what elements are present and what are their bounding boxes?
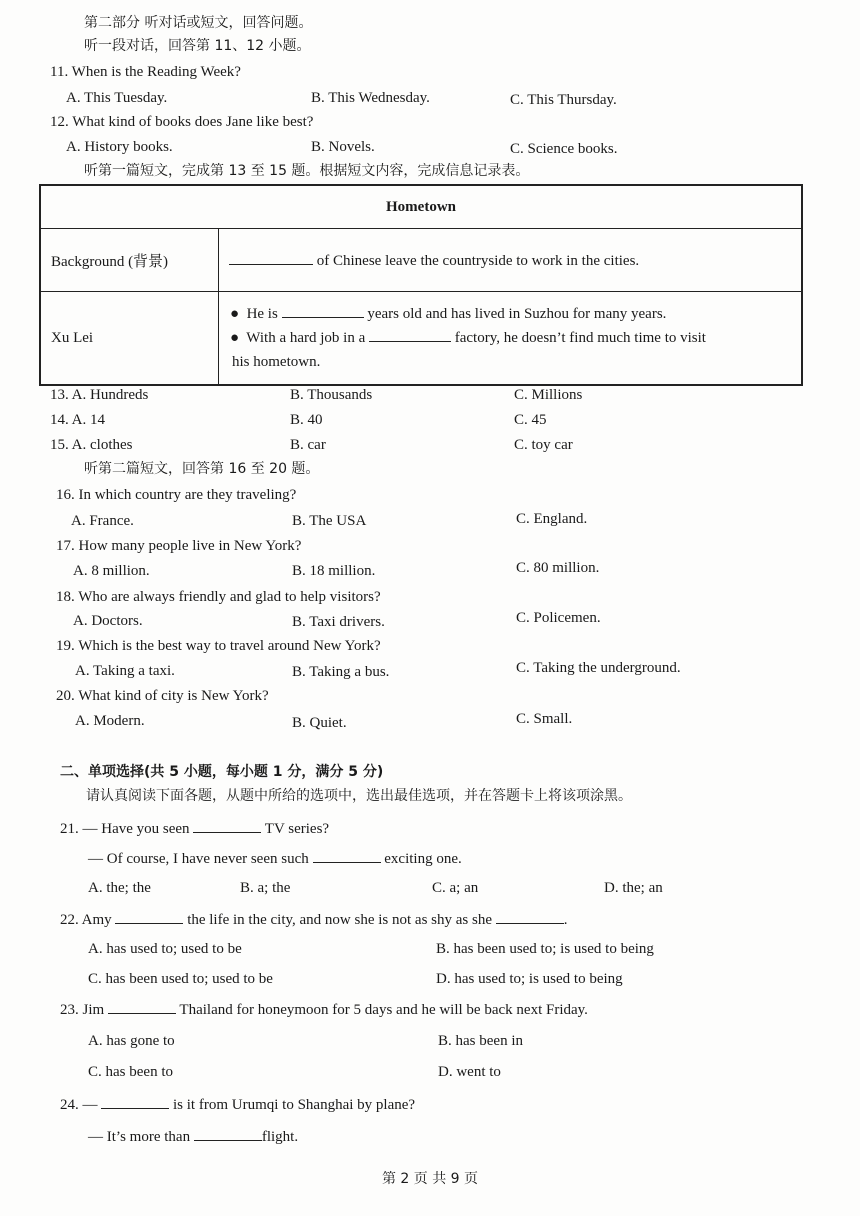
background-text: of Chinese leave the countryside to work in the cities.: [316, 253, 640, 269]
q23-option-a: A. has gone to: [88, 1033, 175, 1049]
question-19-stem: 19. Which is the best way to travel around New York?: [56, 638, 381, 654]
answer-blank-13[interactable]: [229, 250, 313, 265]
answer-blank-14[interactable]: [282, 303, 364, 318]
q12-option-a: A. History books.: [66, 139, 173, 155]
q22-option-b: B. has been used to; is used to being: [436, 941, 654, 957]
question-20-stem: 20. What kind of city is New York?: [56, 688, 269, 704]
background-label: Background (背景): [40, 229, 219, 292]
q13-option-c: C. Millions: [514, 387, 583, 403]
question-23-line1: [60, 999, 588, 1020]
q11-option-c: C. This Thursday.: [510, 92, 617, 108]
q17-option-b: B. 18 million.: [292, 563, 376, 579]
section-heading: 二、单项选择(共 5 小题，每小题 1 分，满分 5 分): [60, 764, 384, 780]
q15-option-b: B. car: [290, 437, 326, 453]
question-12-stem: 12. What kind of books does Jane like best?: [50, 114, 314, 130]
q23-text: Thailand for honeymoon for 5 days and he will be back next Friday.: [179, 1002, 588, 1018]
bullet1-pre: He is: [246, 306, 278, 322]
passage1-instruction: 听第一篇短文，完成第 13 至 15 题。根据短文内容，完成信息记录表。: [84, 163, 530, 179]
bullet-item: [220, 326, 800, 374]
q21-text: exciting one.: [384, 851, 462, 867]
background-cell: [219, 229, 803, 292]
bullet2-pre: With a hard job in a: [246, 330, 366, 346]
bullet2-cont: his hometown.: [232, 354, 321, 370]
dialog-instruction: 听一段对话，回答第 11、12 小题。: [84, 38, 311, 54]
q17-option-a: A. 8 million.: [73, 563, 150, 579]
q15-option-a: 15. A. clothes: [50, 437, 133, 453]
question-24-line2: [88, 1126, 298, 1147]
xu-lei-cell: [219, 292, 803, 386]
q12-option-c: C. Science books.: [510, 141, 618, 157]
answer-blank[interactable]: [313, 848, 381, 863]
q24-text: 24. —: [60, 1097, 98, 1113]
q12-option-b: B. Novels.: [311, 139, 375, 155]
question-17-stem: 17. How many people live in New York?: [56, 538, 302, 554]
q18-option-a: A. Doctors.: [73, 613, 143, 629]
q22-option-d: D. has used to; is used to being: [436, 971, 623, 987]
question-18-stem: 18. Who are always friendly and glad to help visitors?: [56, 589, 381, 605]
page-number: 第 2 页 共 9 页: [381, 1171, 479, 1187]
part-heading: 第二部分 听对话或短文，回答问题。: [84, 15, 313, 31]
q14-option-b: B. 40: [290, 412, 323, 428]
q19-option-a: A. Taking a taxi.: [75, 663, 175, 679]
q22-text: 22. Amy: [60, 912, 112, 928]
q19-option-c: C. Taking the underground.: [516, 660, 681, 676]
q13-option-b: B. Thousands: [290, 387, 373, 403]
q23-option-b: B. has been in: [438, 1033, 523, 1049]
q22-option-a: A. has used to; used to be: [88, 941, 242, 957]
answer-blank[interactable]: [101, 1094, 169, 1109]
q22-text: the life in the city, and now she is not as shy as she: [187, 912, 492, 928]
q20-option-a: A. Modern.: [75, 713, 145, 729]
table-title: Hometown: [40, 185, 802, 229]
q14-option-a: 14. A. 14: [50, 412, 106, 428]
q21-text: — Of course, I have never seen such: [88, 851, 309, 867]
question-22-line1: [60, 909, 568, 930]
question-21-line1: [60, 818, 329, 839]
q20-option-b: B. Quiet.: [292, 715, 347, 731]
q11-option-b: B. This Wednesday.: [311, 90, 430, 106]
answer-blank[interactable]: [193, 818, 261, 833]
xu-lei-label: Xu Lei: [40, 292, 219, 386]
q21-option-b: B. a; the: [240, 880, 291, 896]
hometown-table: [39, 184, 803, 386]
q22-option-c: C. has been used to; used to be: [88, 971, 273, 987]
q19-option-b: B. Taking a bus.: [292, 664, 390, 680]
passage2-instruction: 听第二篇短文，回答第 16 至 20 题。: [84, 461, 320, 477]
question-16-stem: 16. In which country are they traveling?: [56, 487, 297, 503]
bullet-dot-icon: ●: [230, 330, 240, 346]
q20-option-c: C. Small.: [516, 711, 573, 727]
q11-option-a: A. This Tuesday.: [66, 90, 168, 106]
q23-text: 23. Jim: [60, 1002, 105, 1018]
bullet-item: [220, 302, 800, 326]
q13-option-a: 13. A. Hundreds: [50, 387, 149, 403]
section-instruction: 请认真阅读下面各题，从题中所给的选项中，选出最佳选项，并在答题卡上将该项涂黑。: [86, 788, 632, 804]
question-24-line1: [60, 1094, 415, 1115]
q21-option-a: A. the; the: [88, 880, 151, 896]
q16-option-a: A. France.: [71, 513, 134, 529]
question-21-line2: [88, 848, 462, 869]
q21-text: 21. — Have you seen: [60, 821, 190, 837]
q24-text: — It’s more than: [88, 1129, 191, 1145]
q14-option-c: C. 45: [514, 412, 547, 428]
question-11-stem: 11. When is the Reading Week?: [50, 64, 241, 80]
q24-text: flight.: [261, 1129, 299, 1145]
answer-blank[interactable]: [115, 909, 183, 924]
bullet1-post: years old and has lived in Suzhou for many years.: [367, 306, 667, 322]
q16-option-c: C. England.: [516, 511, 588, 527]
q17-option-c: C. 80 million.: [516, 560, 600, 576]
q21-text: TV series?: [264, 821, 330, 837]
q15-option-c: C. toy car: [514, 437, 573, 453]
answer-blank[interactable]: [108, 999, 176, 1014]
q22-text: .: [563, 912, 568, 928]
q21-option-d: D. the; an: [604, 880, 663, 896]
q16-option-b: B. The USA: [292, 513, 367, 529]
q23-option-d: D. went to: [438, 1064, 501, 1080]
q23-option-c: C. has been to: [88, 1064, 173, 1080]
answer-blank[interactable]: [496, 909, 564, 924]
answer-blank[interactable]: [194, 1126, 262, 1141]
bullet-dot-icon: ●: [230, 306, 240, 322]
q18-option-b: B. Taxi drivers.: [292, 614, 385, 630]
bullet2-post: factory, he doesn’t find much time to visit: [454, 330, 706, 346]
q18-option-c: C. Policemen.: [516, 610, 601, 626]
answer-blank-15[interactable]: [369, 327, 451, 342]
q21-option-c: C. a; an: [432, 880, 479, 896]
q24-text: is it from Urumqi to Shanghai by plane?: [173, 1097, 416, 1113]
